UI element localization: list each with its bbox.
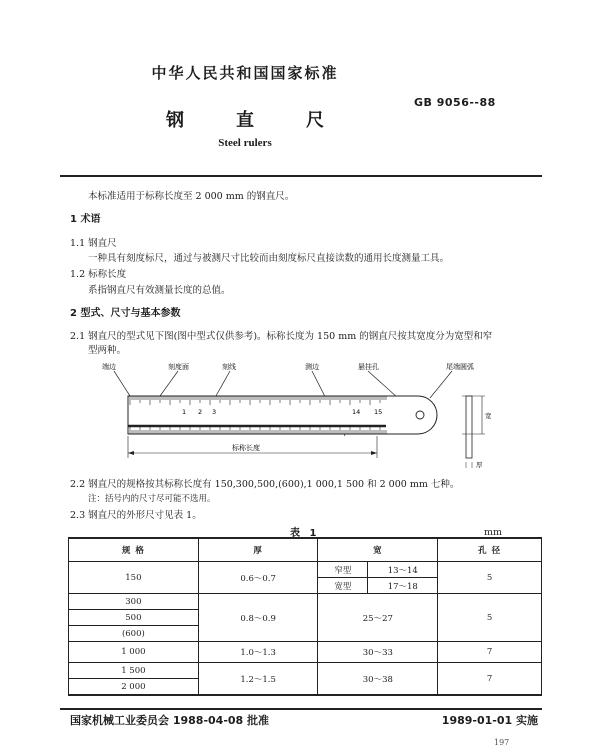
label-hang-hole: 悬挂孔 — [358, 363, 379, 371]
ruler-figure — [90, 358, 510, 470]
standard-code: GB 9056--88 — [414, 96, 496, 109]
scale-number-2: 2 — [198, 408, 203, 416]
header-divider — [60, 175, 542, 177]
label-graduation: 刻线 — [222, 363, 236, 371]
clause-2-1-text-cont: 型两种。 — [88, 345, 127, 356]
document-title: 钢直尺 — [166, 110, 376, 131]
table-row: 300 0.8～0.9 25～27 5 — [69, 594, 542, 610]
dimensions-table — [68, 537, 542, 696]
clause-2-2-text: 2.2 钢直尺的规格按其标称长度有 150,300,500,(600),1 000,1 500 和 2 000 mm 七种。 — [70, 479, 460, 490]
section-1-heading: 1 术语 — [70, 214, 101, 225]
clause-2-1-text: 2.1 钢直尺的型式见下图(图中型式仅供参考)。标称长度为 150 mm 的钢直尺按其宽度分为宽型和窄 — [70, 331, 493, 342]
label-width: 宽 — [485, 412, 492, 420]
clause-1-1-text: 一种具有刻度标尺，通过与被测尺寸比较而由刻度标尺直接读数的通用长度测量工具。 — [88, 253, 450, 264]
header-width: 宽 — [318, 538, 438, 562]
label-measuring-edge: 测边 — [305, 363, 319, 371]
table-row: (600) — [69, 626, 542, 642]
scale-number-15: 15 — [374, 408, 383, 416]
clause-1-2-heading: 1.2 标称长度 — [70, 269, 127, 280]
effective-date: 1989-01-01 实施 — [441, 714, 538, 727]
section-2-heading: 2 型式、尺寸与基本参数 — [70, 308, 181, 319]
standard-org: 中华人民共和国国家标准 — [151, 64, 339, 82]
table-unit: mm — [484, 527, 503, 538]
table-header-row — [69, 538, 542, 562]
label-end-edge: 端边 — [102, 363, 116, 371]
document-title-english: Steel rulers — [218, 137, 272, 149]
table-row: 宽型 17～18 — [69, 578, 542, 594]
scale-number-3: 3 — [212, 408, 217, 416]
approval-note: 国家机械工业委员会 1988-04-08 批准 — [70, 714, 270, 727]
page-number: 197 — [494, 738, 510, 747]
clause-1-2-text: 系指钢直尺有效测量长度的总值。 — [88, 285, 231, 296]
header-thickness: 厚 — [198, 538, 318, 562]
label-tail-arc: 尾端圆弧 — [446, 363, 474, 371]
table-row: 1 500 1.2～1.5 30～38 7 — [69, 663, 542, 679]
clause-2-3-text: 2.3 钢直尺的外形尺寸见表 1。 — [70, 510, 202, 521]
scale-number-14: 14 — [352, 408, 361, 416]
label-scale-face: 刻度面 — [168, 363, 189, 371]
footer-divider — [60, 708, 542, 710]
table-row: 150 0.6～0.7 窄型 13～14 5 — [69, 562, 542, 578]
scale-number-1: 1 — [182, 408, 187, 416]
table-row: 1 000 1.0～1.3 30～33 7 — [69, 642, 542, 663]
scope-paragraph: 本标准适用于标称长度至 2 000 mm 的钢直尺。 — [88, 191, 295, 202]
clause-1-1-heading: 1.1 钢直尺 — [70, 238, 117, 249]
table-row: 2 000 — [69, 679, 542, 696]
header-spec: 规 格 — [69, 538, 199, 562]
table-row: 500 — [69, 610, 542, 626]
table-caption: 表 1 — [290, 528, 320, 539]
header-hole: 孔 径 — [438, 538, 542, 562]
label-nominal-length: 标称长度 — [232, 444, 260, 452]
label-thickness: 厚 — [476, 461, 483, 469]
clause-2-2-note: 注：括号内的尺寸尽可能不选用。 — [88, 494, 216, 504]
hang-hole-shape — [416, 411, 424, 419]
